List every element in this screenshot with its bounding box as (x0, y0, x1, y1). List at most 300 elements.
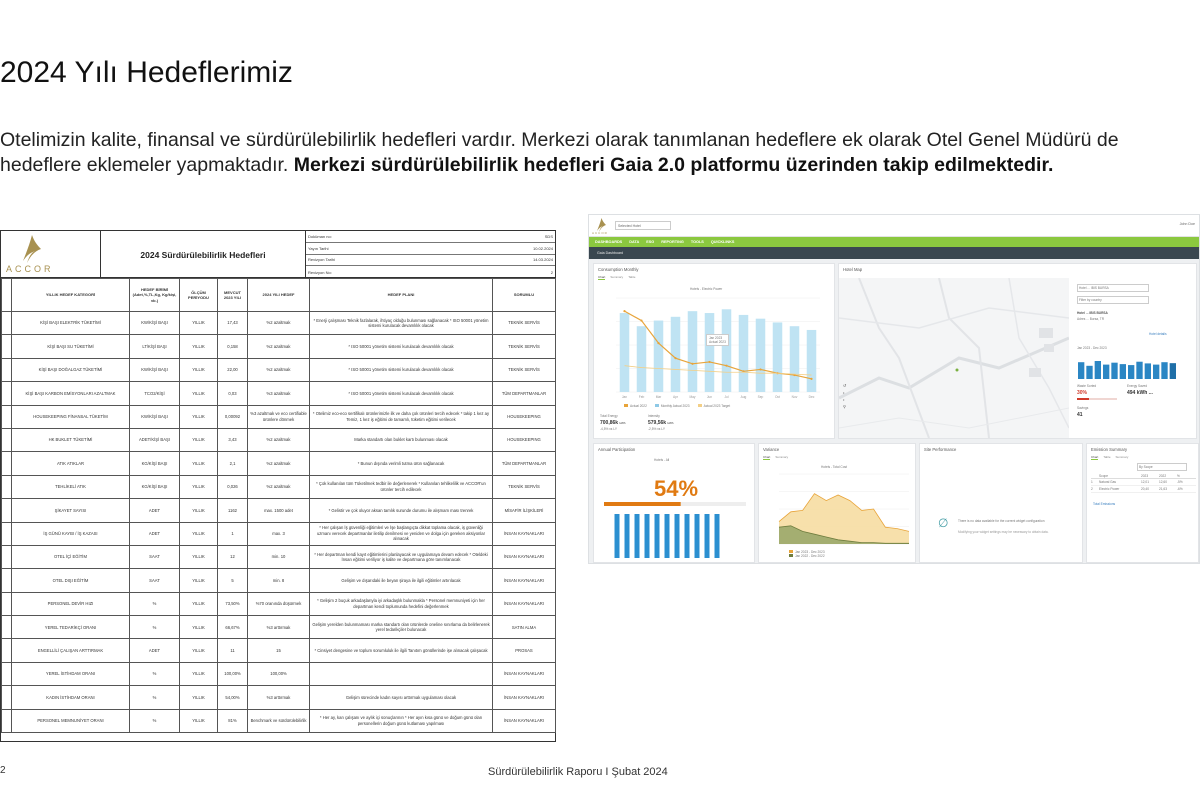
table-cell-unit: % (130, 709, 180, 732)
meta-value: SDS (544, 233, 553, 239)
table-cell-resp: TEKNİK SERVİS (493, 475, 556, 498)
hotel-selector[interactable]: Selected Hotel (615, 221, 671, 230)
map-search-input[interactable]: Hotel ... IBIS BURSA (1077, 284, 1149, 292)
emission-header-cell: 2023 (1141, 474, 1149, 478)
waste-sorted-value: 30% (1077, 390, 1088, 396)
site-performance-empty-title: There is no data available for the current widget configuration (958, 519, 1045, 523)
table-cell-target: 15 (248, 639, 310, 662)
table-cell-plan: Gelişim sürecinde kadın sayısı arttırmak uygulaması olacak (310, 686, 493, 709)
consumption-tick: Nov (791, 395, 798, 399)
meta-label: Revizyon Tarihi (308, 257, 336, 263)
table-cell (2, 662, 12, 685)
table-cell (2, 522, 12, 545)
map-mini-bar (1145, 363, 1151, 379)
page-title: 2024 Yılı Hedeflerimiz (0, 56, 293, 89)
consumption-legend (624, 404, 730, 408)
table-cell-resp: TEKNİK SERVİS (493, 358, 556, 381)
table-cell-resp: TÜM DEPARTMANLAR (493, 452, 556, 475)
consumption-chart (594, 292, 834, 412)
table-cell-plan: * ISO 50001 yönetim sistemi kurulacak devamlılık olacak (310, 382, 493, 405)
consumption-bar (739, 315, 749, 392)
table-cell (2, 405, 12, 428)
participation-bar (625, 514, 630, 558)
dashboard-nav (589, 237, 1200, 247)
legend-swatch (698, 404, 702, 407)
emission-cell: 20,40 (1141, 487, 1149, 491)
table-cell-period: YILLIK (180, 686, 218, 709)
meta-row (306, 266, 555, 278)
participation-bar (615, 514, 620, 558)
table-header-cell (2, 279, 12, 312)
table-row (2, 522, 556, 545)
table-cell-current: 73,50% (218, 592, 248, 615)
table-cell-current: 3,43 (218, 428, 248, 451)
dashboard-subheader-title: Gaia Dashboard (597, 251, 624, 255)
table-cell-target: 100,00% (248, 662, 310, 685)
table-cell-period: YILLIK (180, 569, 218, 592)
table-cell-period: YILLIK (180, 499, 218, 522)
consumption-point (691, 363, 693, 365)
site-performance-empty-hint: Modifying your widget settings may be necessary to obtain data. (958, 530, 1049, 534)
consumption-bar (790, 326, 800, 392)
sustainability-goals-document (0, 230, 556, 742)
consumption-line (625, 366, 812, 375)
nav-item-dashboards[interactable]: DASHBOARDS (595, 240, 623, 244)
table-header-cell: YILLIK HEDEF KATEGORİ (12, 279, 130, 312)
consumption-bar (807, 330, 817, 392)
table-cell-current: 2,1 (218, 452, 248, 475)
intensity-change: -2,5% vs LY (648, 427, 665, 431)
table-cell-plan: * Bunun dışında verimli tutma ürün sağlanacak (310, 452, 493, 475)
consumption-tick: Apr (673, 395, 678, 399)
map-mini-bar-chart (1077, 353, 1177, 379)
legend-swatch (655, 404, 659, 407)
table-cell-current: 100,00% (218, 662, 248, 685)
consumption-tick: May (689, 395, 696, 399)
legend-swatch (789, 550, 793, 553)
table-cell-cat: TEHLİKELİ ATIK (12, 475, 130, 498)
emission-cell: 2 (1091, 487, 1093, 491)
table-cell-plan: Gelişim yerelden bulunmaması marka standartı olan ürünlerde oneline sınırlama da belirlenerek yerel tedarikçiler bulunacak (310, 616, 493, 639)
legend-label: Jan 2023 - Dec 2023 (795, 550, 825, 554)
table-header-cell: MEVCUT 2023 YILI (218, 279, 248, 312)
table-cell-unit: KG/KİŞİ BAŞI (130, 452, 180, 475)
energy-saved-label: Energy Saved (1127, 384, 1148, 388)
consumption-chart-caption: Hotels - Electric Power (690, 287, 723, 291)
table-cell-target: Benchmark ve sürdürülebilirlik (248, 709, 310, 732)
map-mini-bar (1153, 365, 1159, 379)
table-header-cell: 2024 YILI HEDEF (248, 279, 310, 312)
nav-item-quicklinks[interactable]: QUICKLINKS (710, 240, 735, 244)
table-cell (2, 335, 12, 358)
savings-value: 41 (1077, 412, 1083, 418)
document-meta (306, 231, 555, 278)
table-cell-cat: PERSONEL DEVİR HIZI (12, 592, 130, 615)
table-row (2, 335, 556, 358)
table-cell-target: %2 azaltmak (248, 452, 310, 475)
table-row (2, 499, 556, 522)
table-row (2, 569, 556, 592)
tab-summary[interactable]: Summary (1115, 455, 1129, 459)
table-cell-current: 1162 (218, 499, 248, 522)
consumption-bar (654, 321, 664, 392)
table-cell-resp: PROSAS (493, 639, 556, 662)
emission-total-link[interactable]: Total Emissions (1093, 502, 1116, 506)
table-cell-unit: % (130, 616, 180, 639)
table-cell-plan: * Cinsiyet dengesine ve toplum sorumluluk ile ilgili Tanıtım gönüllerinde işe alınacak çalışacak (310, 639, 493, 662)
map-mini-bar (1095, 361, 1101, 379)
table-cell-unit: ADET (130, 639, 180, 662)
meta-value: 2 (550, 269, 553, 275)
meta-label: Revizyon No: (308, 269, 332, 275)
table-row (2, 475, 556, 498)
table-cell-cat: KİŞİ BAŞI ELEKTRİK TÜKETİMİ (12, 312, 130, 335)
table-cell-current: 11 (218, 639, 248, 662)
map-mini-bar (1128, 365, 1134, 379)
table-cell-target: %2 azaltmak (248, 475, 310, 498)
table-cell-plan: * ISO 50001 yönetim sistemi kurulacak devamlılık olacak (310, 358, 493, 381)
nav-item-esg[interactable]: ESG (646, 240, 655, 244)
page-footer: Sürdürülebilirlik Raporu I Şubat 2024 (488, 766, 668, 778)
intensity-label: Intensity (648, 414, 660, 418)
table-cell (2, 709, 12, 732)
tab-chart[interactable]: Chart (1091, 455, 1099, 459)
table-cell-cat: İŞ GÜNÜ KAYBI / İŞ KAZASI (12, 522, 130, 545)
table-cell-unit: TCO2/KİŞİ (130, 382, 180, 405)
emission-summary-card (1086, 443, 1199, 563)
table-cell-unit: ADET (130, 499, 180, 522)
table-cell-period: YILLIK (180, 709, 218, 732)
participation-bar-chart (598, 510, 748, 562)
emission-cell: 21,63 (1159, 487, 1167, 491)
table-cell-current: 22,00 (218, 358, 248, 381)
table-row (2, 312, 556, 335)
consumption-bar (756, 319, 766, 392)
tab-summary[interactable]: Summary (775, 455, 789, 459)
document-title: 2024 Sürdürülebilirlik Hedefleri (101, 231, 306, 278)
emission-filter[interactable]: By Scope (1137, 463, 1187, 471)
table-cell-target: %3 arttırmak (248, 686, 310, 709)
table-cell-cat: YEREL TEDARİKÇİ ORANI (12, 616, 130, 639)
participation-bar (705, 514, 710, 558)
table-cell-period: YILLIK (180, 405, 218, 428)
table-row (2, 686, 556, 709)
table-header-cell: HEDEF PLANI (310, 279, 493, 312)
table-cell-target: %2 azaltmak (248, 428, 310, 451)
consumption-tick: Mar (655, 395, 662, 399)
emission-cell: Electric Power (1099, 487, 1120, 491)
legend-entry (789, 554, 825, 558)
table-cell-unit: KW/KİŞİ BAŞI (130, 358, 180, 381)
table-cell-resp: İNSAN KAYNAKLARI (493, 569, 556, 592)
table-cell (2, 452, 12, 475)
intensity-unit: kWh (667, 421, 674, 425)
table-cell-unit: % (130, 686, 180, 709)
no-data-icon: ∅ (938, 516, 949, 530)
consumption-tick: Aug (740, 395, 747, 399)
table-cell (2, 382, 12, 405)
map-mini-bar (1170, 363, 1176, 379)
table-cell (2, 686, 12, 709)
map-info-link[interactable]: Hotel details (1149, 332, 1167, 336)
map-zoom-controls[interactable]: ↺ • • ⚲ (843, 383, 847, 409)
emission-cell: -5% (1177, 480, 1183, 484)
total-energy-number: 700,86k (600, 420, 619, 426)
participation-value: 54% (654, 476, 699, 501)
consumption-bar (637, 326, 647, 392)
table-cell-cat: YEREL İSTİHDAM ORANI (12, 662, 130, 685)
table-cell-target: %70 oranında düşürmek (248, 592, 310, 615)
variance-title: Variance (763, 447, 780, 452)
legend-swatch (624, 404, 628, 407)
consumption-title: Consumption Monthly (598, 267, 639, 272)
map-mini-bar (1078, 362, 1084, 379)
intro-regular-text: Otelimizin kalite, finansal ve sürdürülebilirlik hedefleri vardır. Merkezi olarak tanımlanan hedeflere ek olarak Otel Genel Müdürü de hedeflere eklemeler yapmaktadır. (0, 129, 1119, 176)
table-cell-plan (310, 662, 493, 685)
table-cell-period: YILLIK (180, 428, 218, 451)
table-cell (2, 545, 12, 568)
legend-entry (624, 404, 647, 408)
table-cell-plan: * Gelişim 2 buçuk arkadaşlarıyla iyi arkadaşlık bulunmakla * Personel memnuniyeti için her departman kendi toplumunda hedefini değerlenmek (310, 592, 493, 615)
consumption-point (708, 361, 710, 363)
intensity-number: 579,56k (648, 420, 667, 426)
map-mini-bar (1103, 365, 1109, 379)
table-cell-unit: KG/KİŞİ BAŞI (130, 475, 180, 498)
table-cell-resp: TEKNİK SERVİS (493, 312, 556, 335)
consumption-bar (773, 322, 783, 392)
legend-label: Monthly Actual 2023 (660, 404, 690, 408)
table-cell-period: YILLIK (180, 475, 218, 498)
participation-bar (675, 514, 680, 558)
table-cell (2, 569, 12, 592)
consumption-bar (620, 313, 630, 392)
map-mini-bar (1161, 362, 1167, 379)
map-mini-bar (1086, 366, 1092, 379)
consumption-tick: Jan (621, 395, 628, 399)
user-menu[interactable]: John Doe (1179, 222, 1195, 226)
tab-table[interactable]: Table (1103, 455, 1111, 459)
table-cell (2, 616, 12, 639)
table-cell-resp: HOUSEKEEPING (493, 428, 556, 451)
dashboard-topbar (589, 215, 1200, 237)
consumption-tick: Jun (706, 395, 713, 399)
consumption-bar (705, 313, 715, 392)
table-cell-unit: ADET/KİŞİ BAŞI (130, 428, 180, 451)
table-cell-target: min. 8 (248, 569, 310, 592)
intro-bold-text: Merkezi sürdürülebilirlik hedefleri Gaia 2.0 platformu üzerinden takip edilmektedir. (293, 154, 1054, 176)
table-cell-resp: TÜM DEPARTMANLAR (493, 382, 556, 405)
table-cell-period: YILLIK (180, 592, 218, 615)
participation-fill (604, 502, 681, 506)
table-cell-period: YILLIK (180, 452, 218, 475)
emission-tabs (1091, 455, 1128, 460)
table-cell-unit: ADET (130, 522, 180, 545)
tab-table[interactable]: Table (628, 275, 636, 279)
table-cell-plan: * Enerji çalışması Teknik fazlalarak, ihtiyaç olduğu bulunması sağlanacak * ISO 50001 yönetim sistemi kurulacak devamlılık olacak (310, 312, 493, 335)
table-cell-target: %2 azaltmak (248, 335, 310, 358)
table-cell-plan: * Otelimiz eco-eco sertifikalı ürünlerimizle ilk ve daha çok ürünleri tercih edecek * takip 1 kez ay Temiz, 1 kez iş eğitimi de tamamlı, tüketim eğitimi verilecek (310, 405, 493, 428)
table-cell-target: %2 azaltmak (248, 312, 310, 335)
table-cell-plan: Gelişim ve dışarıdaki ile beyan şiraya ile ilgili eğitimler artırılacak (310, 569, 493, 592)
variance-area-chart (763, 470, 913, 550)
table-cell-resp: İNSAN KAYNAKLARI (493, 545, 556, 568)
consumption-tick: Oct (775, 395, 780, 399)
variance-tabs (763, 455, 788, 460)
participation-card (593, 443, 755, 563)
meta-row (306, 243, 555, 255)
consumption-point (657, 342, 659, 344)
table-cell-current: 66,67% (218, 616, 248, 639)
table-cell-cat: OTEL DIŞI EĞİTİM (12, 569, 130, 592)
map-mini-bar (1136, 362, 1142, 379)
waste-progress-bar (1077, 398, 1117, 400)
table-cell-target: %3 azaltmak ve eco certifiable ürünlere dönmek (248, 405, 310, 428)
table-cell-cat: OTEL İÇİ EĞİTİM (12, 545, 130, 568)
table-cell-period: YILLIK (180, 639, 218, 662)
consumption-tick: Jul (724, 395, 729, 399)
table-cell-current: 5 (218, 569, 248, 592)
table-cell-cat: KADIN İSTİHDAM ORANI (12, 686, 130, 709)
accor-logo-icon (596, 218, 607, 232)
table-cell-current: 1 (218, 522, 248, 545)
table-cell-period: YILLIK (180, 522, 218, 545)
table-cell-current: 0,026 (218, 475, 248, 498)
consumption-point (674, 357, 676, 359)
participation-bar (685, 514, 690, 558)
table-cell-unit: KW/KİŞİ BAŞI (130, 405, 180, 428)
emission-table (1091, 474, 1196, 493)
meta-value: 10.02.2024 (532, 245, 553, 251)
emission-header-cell: % (1177, 474, 1180, 478)
table-row (2, 662, 556, 685)
variance-card (758, 443, 916, 563)
site-performance-card (919, 443, 1083, 563)
participation-bar (645, 514, 650, 558)
table-cell-unit: % (130, 592, 180, 615)
variance-legend (789, 550, 825, 558)
table-header-cell: SORUMLU (493, 279, 556, 312)
document-header (1, 231, 555, 278)
consumption-point (623, 310, 625, 312)
emission-row (1091, 486, 1196, 493)
nav-item-tools[interactable]: TOOLS (690, 240, 704, 244)
map-mini-bar (1120, 364, 1126, 379)
hotel-map-title: Hotel Map (843, 267, 863, 272)
table-row (2, 382, 556, 405)
table-row (2, 709, 556, 732)
participation-bar (635, 514, 640, 558)
emission-cell: 1 (1091, 480, 1093, 484)
table-cell (2, 592, 12, 615)
map-view[interactable] (839, 278, 1069, 438)
table-header-cell: ÖLÇÜM PERİYODU (180, 279, 218, 312)
consumption-tooltip (706, 334, 729, 346)
consumption-point (725, 365, 727, 367)
hotel-map-card (838, 263, 1197, 439)
table-cell-resp: İNSAN KAYNAKLARI (493, 662, 556, 685)
map-period-label: Jan 2023 - Dec 2023 (1077, 346, 1107, 350)
table-cell-unit: SAAT (130, 545, 180, 568)
waste-sorted-label: Waste Sorted (1077, 384, 1097, 388)
waste-progress-fill (1077, 398, 1089, 400)
table-cell-cat: HOUSEKEEPING FİNANSAL TÜKETİM (12, 405, 130, 428)
table-cell (2, 499, 12, 522)
table-row (2, 358, 556, 381)
table-cell-current: 0,158 (218, 335, 248, 358)
nav-item-reporting[interactable]: REPORTING (661, 240, 684, 244)
map-side-panel (1069, 278, 1197, 438)
legend-entry (655, 404, 690, 408)
table-row (2, 545, 556, 568)
table-cell-target: %3 arttırmak (248, 616, 310, 639)
consumption-point (759, 368, 761, 370)
consumption-tabs (598, 275, 635, 280)
tab-chart[interactable]: Chart (763, 455, 771, 459)
consumption-tick: Feb (638, 395, 645, 399)
tooltip-line-1: Jan 2023 (709, 336, 723, 340)
total-energy-label: Total Energy (600, 414, 618, 418)
variance-chart-caption: Hotels - Total Cost (821, 465, 847, 469)
total-energy-unit: kWh (619, 421, 626, 425)
table-header-cell: HEDEF BİRİMİ (Adet,%,TL,Kg, Kg/kişi, vb.) (130, 279, 180, 312)
meta-label: Doküman no: (308, 233, 332, 239)
intensity-value (648, 420, 673, 426)
map-filter-select[interactable]: Filter by country (1077, 296, 1149, 304)
nav-item-data[interactable]: DATA (629, 240, 640, 244)
participation-title: Annual Participation (598, 447, 636, 452)
table-cell-current: 0,03 (218, 382, 248, 405)
table-cell-cat: HK BUKLET TÜKETİMİ (12, 428, 130, 451)
table-cell-current: 81% (218, 709, 248, 732)
table-cell-plan: * Her departman kendi kayıt eğitimlerini planlayacak ve uygulamaya devam edecek * Oteldeki İnsan eğitimi veriliyor iş kalite ve departmana göre tanımlanacak (310, 545, 493, 568)
table-cell-cat: ATIK ATIKLAR (12, 452, 130, 475)
table-cell-cat: KİŞİ BAŞI KARBON EMİSYONLARI AZALTMAK (12, 382, 130, 405)
dashboard-subheader (589, 247, 1200, 259)
goals-table (1, 278, 556, 733)
table-cell-current: 54,00% (218, 686, 248, 709)
table-cell-resp: SATIN ALMA (493, 616, 556, 639)
table-cell (2, 428, 12, 451)
table-cell-unit: % (130, 662, 180, 685)
total-energy-value (600, 420, 625, 426)
accor-logo-icon (21, 235, 43, 263)
consumption-tick: Sep (757, 395, 764, 399)
table-cell-cat: ŞİKAYET SAYISI (12, 499, 130, 522)
legend-label: Actual 2022 (630, 404, 647, 408)
table-cell-resp: İNSAN KAYNAKLARI (493, 522, 556, 545)
table-row (2, 428, 556, 451)
table-cell-target: %2 azaltmak (248, 358, 310, 381)
consumption-bar (688, 311, 698, 392)
table-cell-cat: KİŞİ BAŞI SU TÜKETİMİ (12, 335, 130, 358)
table-cell-plan: * Her çalışan İş güvenliği eğitimleri ve İşe başlangıçta dikkat toplama olacak, iş güvenliği uzmanı verecek departmanlar iletilip denilmesi ve yeniden ve dolga için gereken aksiyonlar alınacak (310, 522, 493, 545)
legend-label: Jan 2022 - Dec 2022 (795, 554, 825, 558)
table-cell-current: 17,43 (218, 312, 248, 335)
table-cell-cat: PERSONEL MEMNUNİYET ORANI (12, 709, 130, 732)
intro-paragraph (0, 128, 1200, 178)
tab-chart[interactable]: Chart (598, 275, 606, 279)
logo-cell (1, 231, 101, 278)
table-cell-target: max. 1500 adet (248, 499, 310, 522)
table-header-row (2, 279, 556, 312)
emission-row (1091, 479, 1196, 486)
tab-summary[interactable]: Summary (610, 275, 624, 279)
page-number: 2 (0, 765, 6, 776)
consumption-bar (722, 309, 732, 392)
site-performance-title: Site Performance (924, 447, 957, 452)
table-cell-current: 0,00092 (218, 405, 248, 428)
gaia-dashboard-screenshot (588, 214, 1200, 564)
